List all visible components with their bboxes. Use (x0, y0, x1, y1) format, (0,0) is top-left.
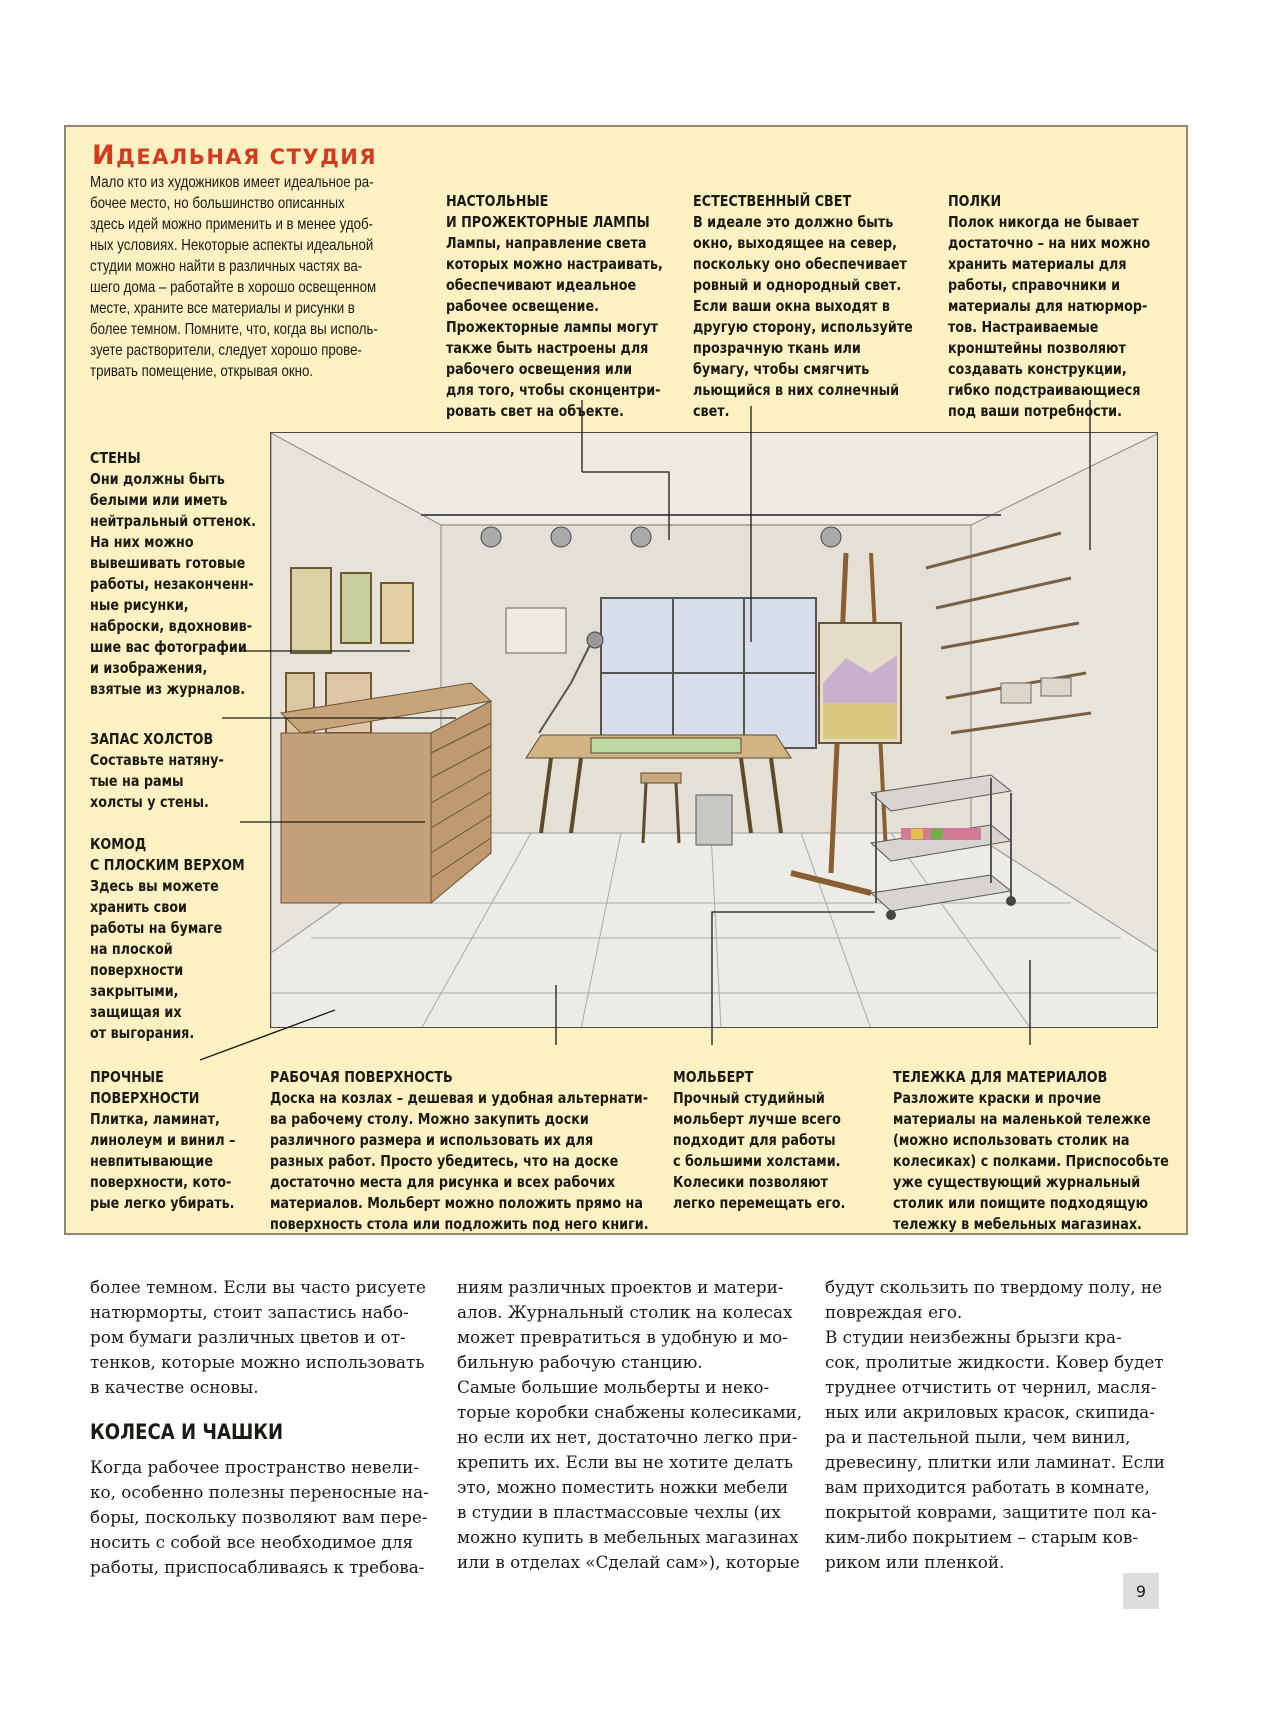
caption-work-surface-heading: РАБОЧАЯ ПОВЕРХНОСТЬ (270, 1068, 453, 1086)
caption-chest-heading: КОМОД С ПЛОСКИМ ВЕРХОМ (90, 835, 245, 874)
caption-walls-heading: СТЕНЫ (90, 449, 141, 467)
caption-walls-text: Они должны быть белыми или иметь нейтральный оттенок. На них можно вывешивать готовые работы, незаконченн- ные рисунки, наброски, вдохновив- шие вас фотографии и изображения, взятые из журналов. (90, 470, 256, 698)
caption-easel-text: Прочный студийный мольберт лучше всего подходит для работы с большими холстами. Колесики позволяют легко перемещать его. (673, 1089, 846, 1212)
caption-shelves (948, 170, 1150, 422)
caption-easel-heading: МОЛЬБЕРТ (673, 1068, 754, 1086)
caption-work-surface (270, 1046, 649, 1235)
caption-shelves-text: Полок никогда не бывает достаточно – на них можно хранить материалы для работы, справочники и материалы для натюрмор- тов. Настраиваемые кронштейны позволяют создавать конструкции, гибко подстраивающиеся под ваши потребности. (948, 213, 1151, 420)
caption-shelves-heading: ПОЛКИ (948, 192, 1002, 210)
title-rest: ДЕАЛЬНАЯ СТУДИЯ (116, 145, 378, 169)
caption-cart-heading: ТЕЛЕЖКА ДЛЯ МАТЕРИАЛОВ (893, 1068, 1108, 1086)
caption-floors-heading: ПРОЧНЫЕ ПОВЕРХНОСТИ (90, 1068, 200, 1107)
caption-lamps-text: Лампы, направление света которых можно настраивать, обеспечивают идеальное рабочее освещение. Прожекторные лампы могут также быть настроены для рабочего освещения или для того, чтобы сконцентри- ровать свет на объекте. (446, 234, 663, 420)
caption-natural-light-text: В идеале это должно быть окно, выходящее на север, поскольку оно обеспечивает ровный и однородный свет. Если ваши окна выходят в другую сторону, используйте прозрачную ткань или бумагу, чтобы смягчить льющийся в них солнечный свет. (693, 213, 913, 420)
caption-floors-text: Плитка, ламинат, линолеум и винил – невпитывающие поверхности, кото- рые легко убирать. (90, 1110, 236, 1212)
page-number: 9 (1123, 1573, 1159, 1609)
panel-intro: Мало кто из художников имеет идеальное ра- бочее место, но большинство описанных здесь идей можно применить и в менее удоб- ных условиях. Некоторые аспекты идеальной студии можно найти в различных частях ва- шего дома – работайте в хорошо освещенном месте, храните все материалы и рисунки в более темном. Помните, что, когда вы исполь- зуете растворители, следует хорошо прове- тривать помещение, открывая окно. (90, 174, 378, 380)
caption-canvases-heading: ЗАПАС ХОЛСТОВ (90, 730, 214, 748)
caption-cart-text: Разложите краски и прочие материалы на маленькой тележке (можно использовать столик на колесиках) с полками. Приспособьте уже существующий журнальный столик или поищите подходящую тележку в мебельных магазинах. (893, 1089, 1169, 1233)
body-column-1-bottom: Когда рабочее пространство невели- ко, особенно полезны переносные на- боры, поскольку позволяют вам пере- носить с собой все необходимое для работы, приспосабливаясь к требова- (90, 1457, 429, 1577)
studio-illustration (270, 432, 1158, 1028)
panel-title (92, 140, 378, 171)
caption-canvases (90, 708, 224, 813)
caption-canvases-text: Составьте натяну- тые на рамы холсты у стены. (90, 751, 224, 811)
section-heading: КОЛЕСА И ЧАШКИ (90, 1420, 284, 1444)
caption-lamps-heading: НАСТОЛЬНЫЕ И ПРОЖЕКТОРНЫЕ ЛАМПЫ (446, 192, 650, 231)
caption-easel (673, 1046, 845, 1214)
caption-cart (893, 1046, 1169, 1235)
body-column-1-top: более темном. Если вы часто рисуете натюрморты, стоит запастись набо- ром бумаги различных цветов и от- тенков, которые можно использовать в качестве основы. (90, 1277, 426, 1397)
title-initial: И (92, 140, 117, 171)
caption-natural-light-heading: ЕСТЕСТВЕННЫЙ СВЕТ (693, 192, 852, 210)
caption-walls (90, 427, 256, 700)
caption-natural-light (693, 170, 913, 422)
body-column-3: будут скользить по твердому полу, не повреждая его. В студии неизбежны брызги кра- сок, пролитые жидкости. Ковер будет труднее отчистить от чернил, масля- ных или акриловых красок, скипида- ра и пастельной пыли, чем винил, древесину, плитки или ламинат. Если вам приходится работать в комнате, покрытой коврами, защитите пол ка- ким-либо покрытием – старым ков- риком или пленкой. (825, 1277, 1165, 1572)
caption-chest-text: Здесь вы можете хранить свои работы на бумаге на плоской поверхности закрытыми, защищая их от выгорания. (90, 877, 223, 1042)
caption-floors (90, 1046, 235, 1214)
studio-drawing (271, 433, 1158, 1028)
caption-work-surface-text: Доска на козлах – дешевая и удобная альтернати- ва рабочему столу. Можно закупить доски различного размера и использовать их для разных работ. Просто убедитесь, что на доске достаточно места для рисунка и всех рабочих материалов. Мольберт можно положить прямо на поверхность стола или подложить под него книги. (270, 1089, 649, 1233)
body-column-2: ниям различных проектов и матери- алов. Журнальный столик на колесах может превратиться в удобную и мо- бильную рабочую станцию. Самые большие мольберты и неко- торые коробки снабжены колесиками, но если их нет, достаточно легко при- крепить их. Если вы не хотите делать это, можно поместить ножки мебели в студии в пластмассовые чехлы (их можно купить в мебельных магазинах или в отделах «Сделай сам»), которые (457, 1277, 803, 1572)
caption-lamps (446, 170, 663, 422)
caption-chest (90, 813, 245, 1044)
